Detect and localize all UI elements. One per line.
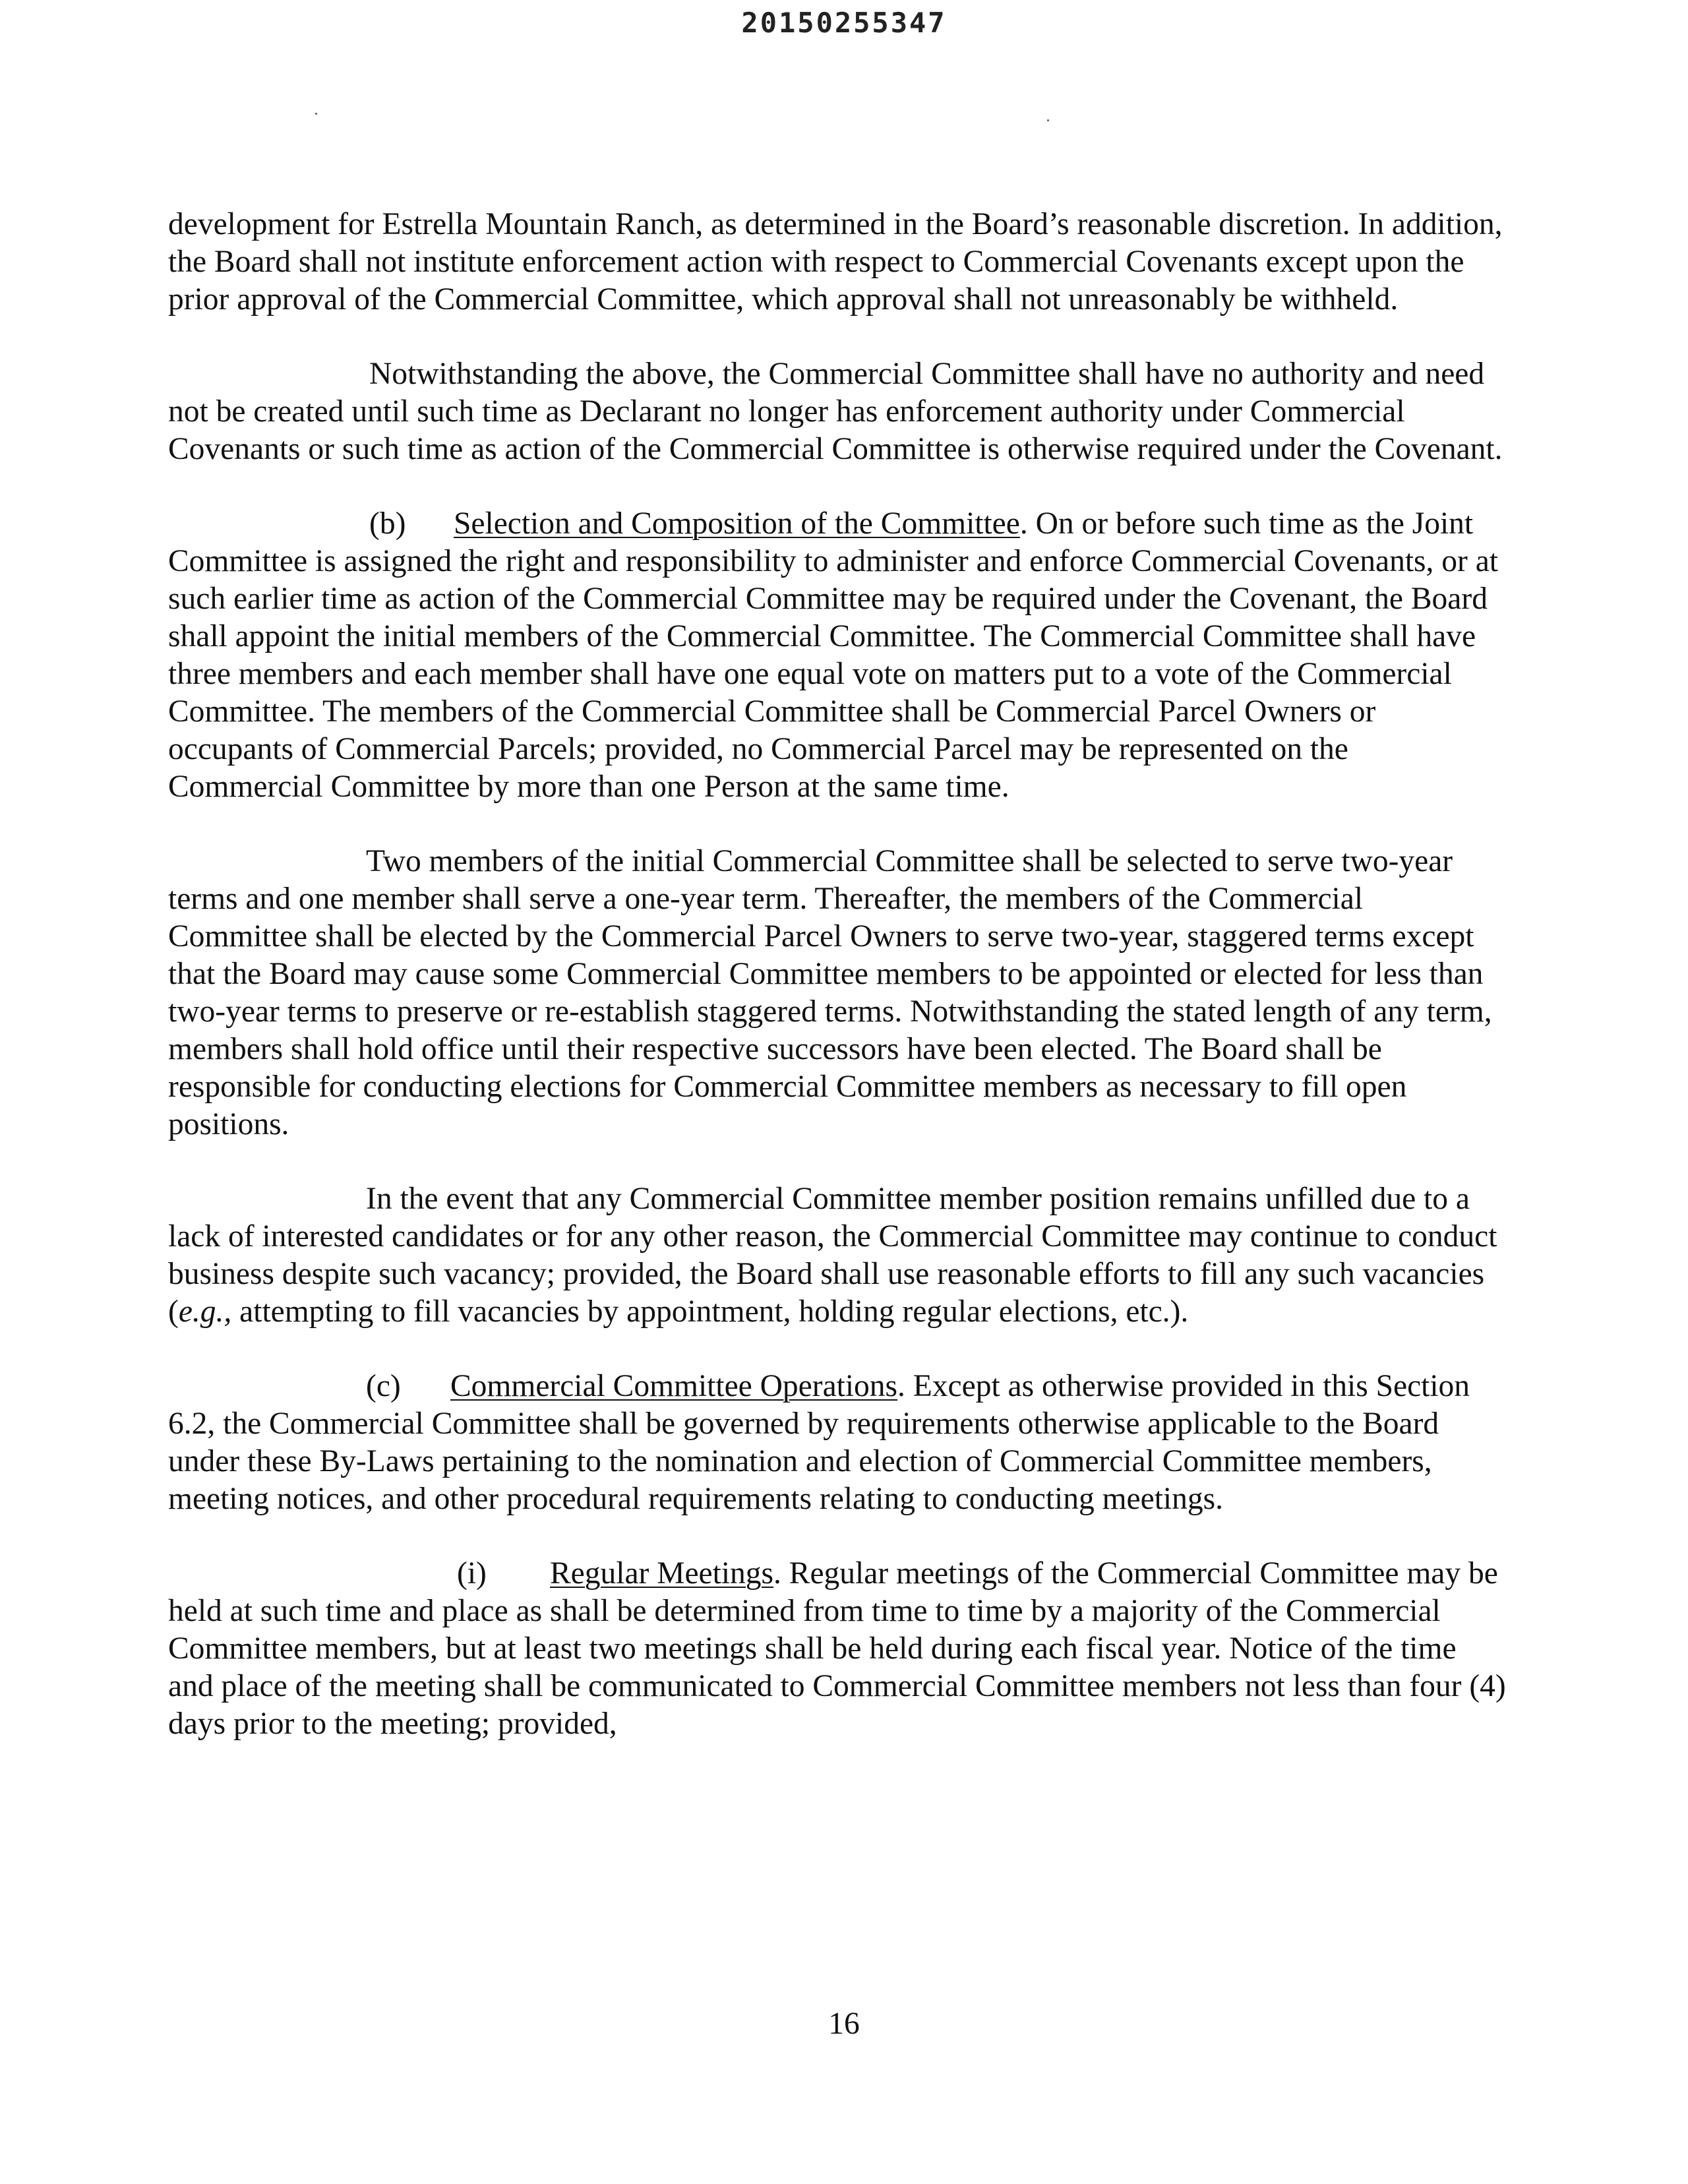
heading-period: . <box>1019 506 1028 541</box>
heading-period: . <box>773 1556 781 1591</box>
subsection-number: (i) <box>457 1556 487 1591</box>
document-number: 20150255347 <box>741 7 947 39</box>
subsection-number: (b) <box>369 506 406 541</box>
vacancies-text-end: attempting to fill vacancies by appointment, holding regular elections, etc.). <box>231 1294 1189 1329</box>
subsection-heading: Regular Meetings <box>550 1556 774 1591</box>
vacancies-text-start: In the event that any Commercial Committee member position remains unfilled due to a lack of interested candidates or for any other reason, the Commercial Committee may continue to conduct business despite such vacancy; provided, the Board shall use reasonable efforts to fill any such vacancies ( <box>168 1182 1497 1329</box>
page-body <box>168 206 1507 1780</box>
subsection-heading: Selection and Composition of the Committee <box>454 506 1020 541</box>
subsection-heading: Commercial Committee Operations <box>450 1369 898 1403</box>
scan-speck <box>315 113 317 115</box>
paragraph-selection-composition <box>168 505 1507 806</box>
subsection-number: (c) <box>366 1369 401 1403</box>
paragraph-notwithstanding: Notwithstanding the above, the Commercial Committee shall have no authority and need not be created until such time as Declarant no longer has enforcement authority under Commercial Covenants or such time as action of the Commercial Committee is otherwise required under the Covenant. <box>168 357 1503 466</box>
vacancies-italic-eg: e.g., <box>178 1294 232 1329</box>
paragraph-continuation: development for Estrella Mountain Ranch, as determined in the Board’s reasonable discretion. In addition, the Board shall not institute enforcement action with respect to Commercial Covenants except upon the prior approval of the Commercial Committee, which approval shall not unreasonably be withheld. <box>168 207 1503 317</box>
subsection-body: Regular meetings of the Commercial Committee may be held at such time and place as shall be determined from time to time by a majority of the Commercial Committee members, but at least two meetings shall be held during each fiscal year. Notice of the time and place of the meeting shall be communicated to Commercial Committee members not less than four (4) days prior to the meeting; provided, <box>168 1556 1506 1741</box>
paragraph-committee-operations <box>168 1368 1507 1518</box>
scan-speck <box>1047 119 1049 121</box>
paragraph-regular-meetings <box>168 1555 1507 1743</box>
paragraph-terms: Two members of the initial Commercial Committee shall be selected to serve two-year terms and one member shall serve a one-year term. Thereafter, the members of the Commercial Committee shall be elected by the Commercial Parcel Owners to serve two-year, staggered terms except that the Board may cause some Commercial Committee members to be appointed or elected for less than two-year terms to preserve or re-establish staggered terms. Notwithstanding the stated length of any term, members shall hold office until their respective successors have been elected. The Board shall be responsible for conducting elections for Commercial Committee members as necessary to fill open positions. <box>168 844 1492 1141</box>
heading-period: . <box>897 1369 905 1403</box>
subsection-body: Except as otherwise provided in this Section 6.2, the Commercial Committee shall be governed by requirements otherwise applicable to the Board under these By-Laws pertaining to the nomination and election of Commercial Committee members, meeting notices, and other procedural requirements relating to conducting meetings. <box>168 1369 1470 1516</box>
paragraph-vacancies <box>168 1180 1507 1331</box>
page-number: 16 <box>828 2007 860 2041</box>
subsection-body: On or before such time as the Joint Committee is assigned the right and responsibility to administer and enforce Commercial Covenants, or at such earlier time as action of the Commercial Committee may be required under the Covenant, the Board shall appoint the initial members of the Commercial Committee. The Commercial Committee shall have three members and each member shall have one equal vote on matters put to a vote of the Commercial Committee. The members of the Commercial Committee shall be Commercial Parcel Owners or occupants of Commercial Parcels; provided, no Commercial Parcel may be represented on the Commercial Committee by more than one Person at the same time. <box>168 506 1498 804</box>
